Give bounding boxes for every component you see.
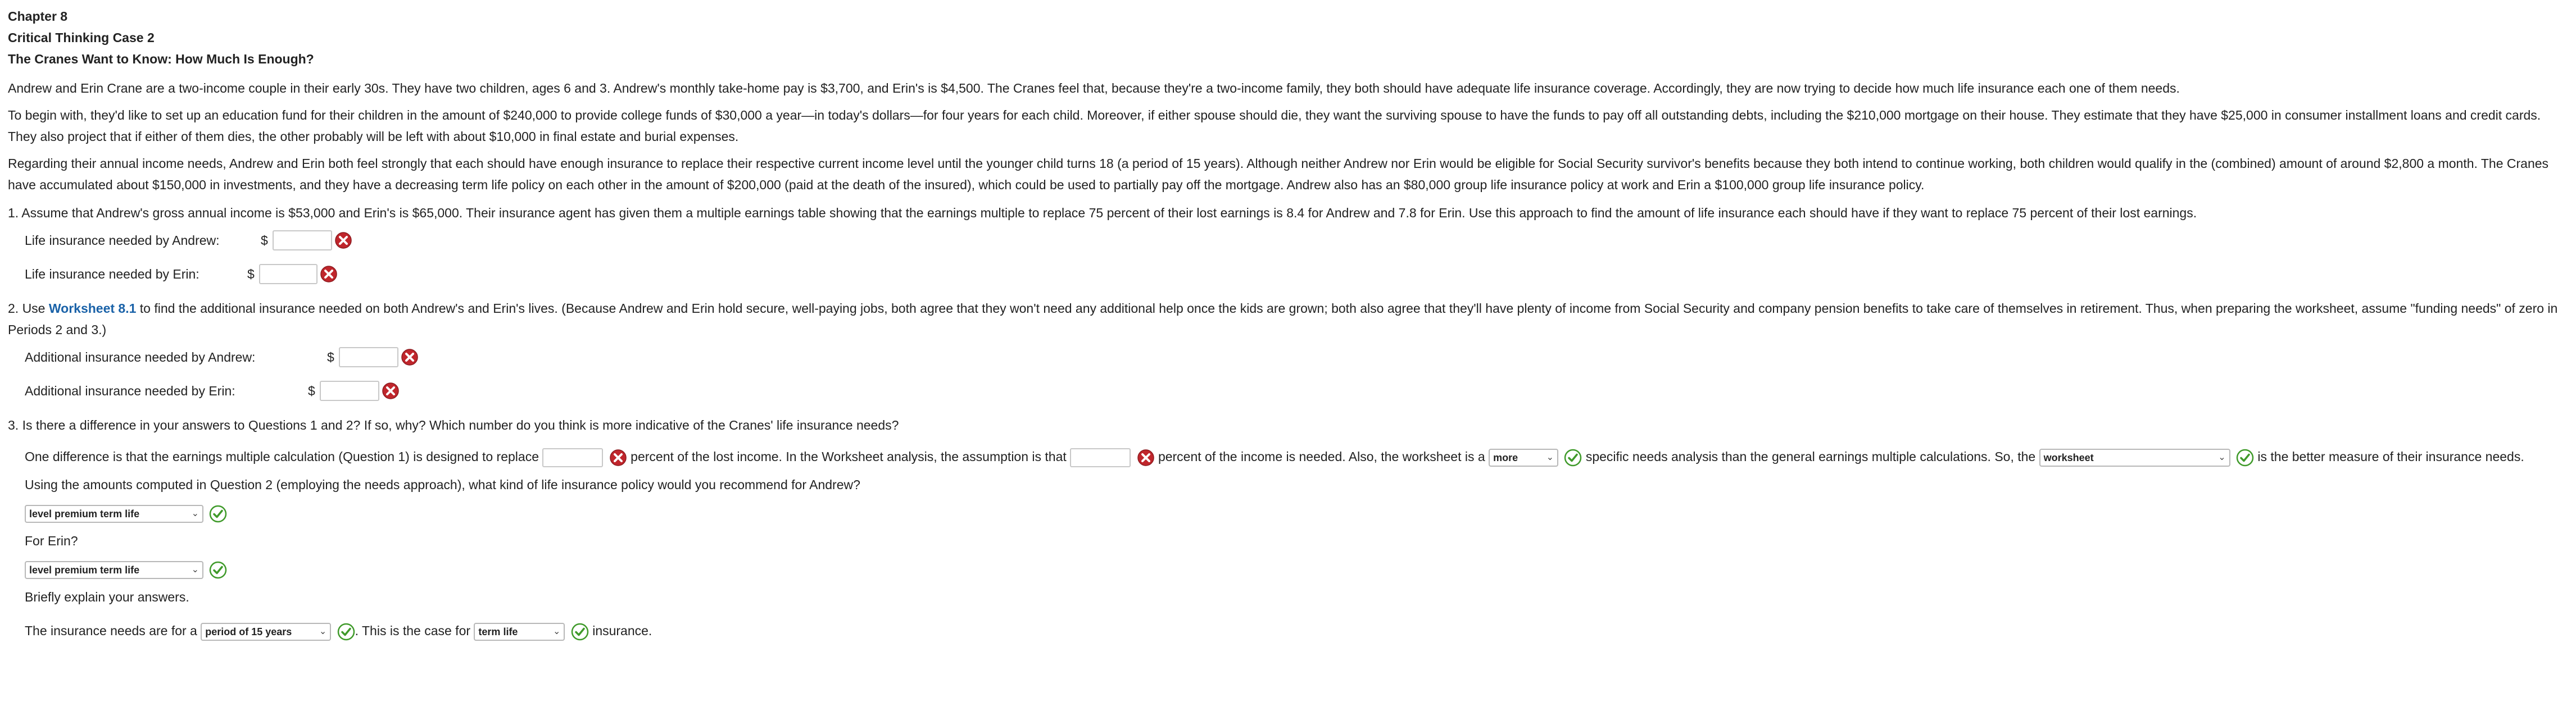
q3-erin-question: For Erin? <box>25 534 78 548</box>
q3-better-measure-select[interactable] <box>2039 449 2230 467</box>
q3-specificity-value: more <box>1493 452 1518 463</box>
q1-erin-label: Life insurance needed by Erin: <box>25 267 199 281</box>
chevron-down-icon: ⌄ <box>553 626 561 636</box>
q2-erin-input[interactable] <box>320 381 379 401</box>
erin-policy-value: level premium term life <box>29 564 140 576</box>
q2-andrew-label: Additional insurance needed by Andrew: <box>25 350 256 364</box>
q1-andrew-label: Life insurance needed by Andrew: <box>25 233 220 248</box>
chapter-title: Chapter 8 <box>8 9 68 24</box>
q3-s4: specific needs analysis than the general earnings multiple calculations. So, the <box>1585 449 2036 464</box>
q2-post: to find the additional insurance needed on both Andrew's and Erin's lives. (Because Andrew and Erin hold secure, well-paying jobs, both agree that they won't need any additional help once the kids are grown; both also agree that they'll have plenty of income from Social Security and company pension benefits to take care of themselves in retirement. Thus, when preparing the worksheet, assume "funding needs" of zero in Periods 2 and 3.) <box>8 301 2558 337</box>
check-circle-icon <box>209 505 227 523</box>
policy-type-select[interactable] <box>474 623 565 641</box>
q2-erin-label: Additional insurance needed by Erin: <box>25 384 235 398</box>
q3-specificity-select[interactable] <box>1489 449 1558 467</box>
q3-s2: percent of the lost income. In the Worksheet analysis, the assumption is that <box>631 449 1067 464</box>
andrew-policy-select[interactable] <box>25 505 203 523</box>
x-circle-icon <box>1137 449 1155 467</box>
period-select[interactable] <box>201 623 331 641</box>
q1-andrew-row <box>25 224 2568 257</box>
question-3-text: 3. Is there a difference in your answers to Questions 1 and 2? If so, why? Which number do you think is more indicative of the Cranes' life insurance needs? <box>8 418 899 432</box>
q1-erin-row <box>25 257 2568 291</box>
q3-s3: percent of the income is needed. Also, the worksheet is a <box>1158 449 1485 464</box>
question-1-text: 1. Assume that Andrew's gross annual income is $53,000 and Erin's is $65,000. Their insurance agent has given them a multiple earnings table showing that the earnings multiple to replace 75 percent of their lost earnings is 8.4 for Andrew and 7.8 for Erin. Use this approach to find the amount of life insurance each should have if they want to replace 75 percent of their lost earnings. <box>8 206 2197 220</box>
q3-final-mid: . This is the case for <box>355 623 471 638</box>
intro-paragraph-3: Regarding their annual income needs, Andrew and Erin both feel strongly that each should have enough insurance to replace their respective current income level until the younger child turns 18 (a period of 15 years). Although neither Andrew nor Erin would be eligible for Social Security survivor's benefits because they both intend to continue working, both children would qualify in the (combined) amount of around $2,800 a month. The Cranes have accumulated about $150,000 in investments, and they have a decreasing term life policy on each other in the amount of $200,000 (paid at the death of the insured), which could be used to partially pay off the mortgage. Andrew also has an $80,000 group life insurance policy at work and Erin a $100,000 group life insurance policy. <box>8 156 2549 192</box>
erin-policy-select[interactable] <box>25 561 203 579</box>
q3-percent-replace-input[interactable] <box>542 448 603 467</box>
q3-fill-in-paragraph <box>25 446 2568 467</box>
currency-symbol: $ <box>327 350 334 364</box>
q3-andrew-question: Using the amounts computed in Question 2 (employing the needs approach), what kind of life insurance policy would you recommend for Andrew? <box>25 477 860 492</box>
chevron-down-icon: ⌄ <box>1546 452 1554 462</box>
x-circle-icon <box>320 265 338 283</box>
q1-andrew-input[interactable] <box>273 230 332 250</box>
q3-percent-needed-input[interactable] <box>1070 448 1131 467</box>
q3-explain-prompt: Briefly explain your answers. <box>25 590 189 604</box>
check-circle-icon <box>209 561 227 579</box>
q3-s5: is the better measure of their insurance needs. <box>2257 449 2524 464</box>
chevron-down-icon: ⌄ <box>2218 452 2226 462</box>
chevron-down-icon: ⌄ <box>191 508 199 518</box>
q3-final-pre: The insurance needs are for a <box>25 623 197 638</box>
q2-pre: 2. Use <box>8 301 49 316</box>
policy-type-value: term life <box>478 626 518 637</box>
q3-better-measure-value: worksheet <box>2043 452 2094 463</box>
q3-final-sentence <box>25 620 2568 641</box>
x-circle-icon <box>401 348 419 366</box>
currency-symbol: $ <box>247 267 255 281</box>
case-subtitle: The Cranes Want to Know: How Much Is Enough? <box>8 52 314 66</box>
q2-erin-row <box>25 374 2568 408</box>
worksheet-link[interactable]: Worksheet 8.1 <box>48 301 137 316</box>
q2-andrew-input[interactable] <box>339 347 398 367</box>
check-circle-icon <box>2236 449 2254 467</box>
question-2-text <box>8 298 2568 340</box>
intro-paragraph-2: To begin with, they'd like to set up an education fund for their children in the amount of $240,000 to provide college funds of $30,000 a year—in today's dollars—for four years for each child. Moreover, if either spouse should die, they want the surviving spouse to have the funds to pay off all outstanding debts, including the $210,000 mortgage on their house. They estimate that they have $25,000 in consumer installment loans and credit cards. They also project that if either of them dies, the other probably will be left with about $10,000 in final estate and burial expenses. <box>8 108 2541 144</box>
period-value: period of 15 years <box>205 626 292 637</box>
x-circle-icon <box>382 382 400 400</box>
x-circle-icon <box>334 231 352 249</box>
q1-erin-input[interactable] <box>259 264 318 284</box>
check-circle-icon <box>1564 449 1582 467</box>
q2-andrew-row <box>25 340 2568 374</box>
q3-erin-select-row <box>25 558 2568 580</box>
chevron-down-icon: ⌄ <box>191 564 199 575</box>
chevron-down-icon: ⌄ <box>319 626 327 636</box>
intro-paragraph-1: Andrew and Erin Crane are a two-income couple in their early 30s. They have two children, ages 6 and 3. Andrew's monthly take-home pay is $3,700, and Erin's is $4,500. The Cranes feel that, because they're a two-income family, they both should have adequate life insurance coverage. Accordingly, they are now trying to decide how much life insurance each one of them needs. <box>8 81 2180 95</box>
check-circle-icon <box>337 623 355 641</box>
check-circle-icon <box>571 623 589 641</box>
q3-andrew-select-row <box>25 502 2568 523</box>
currency-symbol: $ <box>308 384 315 398</box>
currency-symbol: $ <box>261 233 268 248</box>
x-circle-icon <box>609 449 627 467</box>
case-title: Critical Thinking Case 2 <box>8 30 155 45</box>
q3-s1: One difference is that the earnings multiple calculation (Question 1) is designed to replace <box>25 449 539 464</box>
andrew-policy-value: level premium term life <box>29 508 140 519</box>
q3-final-post: insurance. <box>592 623 652 638</box>
